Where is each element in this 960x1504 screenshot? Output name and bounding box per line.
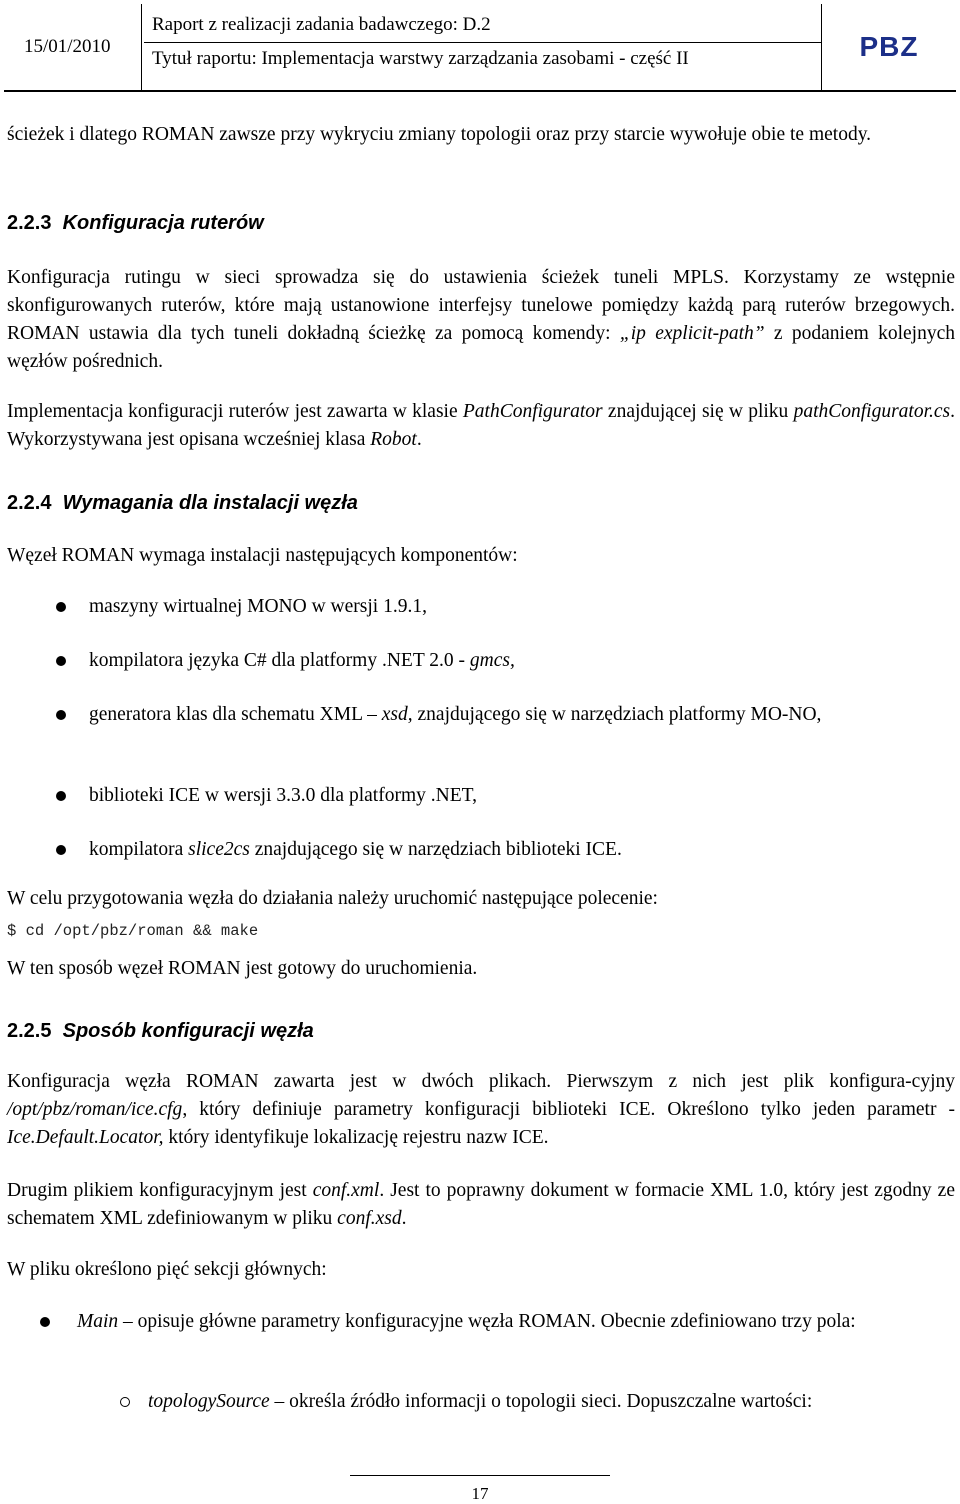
class-name: PathConfigurator: [462, 401, 603, 422]
text: . Jest to poprawny dokument w formacie XML 1.0, który jest zgodny ze schematem XML zdefiniowanym w pliku: [7, 1180, 955, 1229]
paragraph-routing: [7, 264, 955, 376]
section-title: Konfiguracja ruterów: [62, 212, 264, 234]
file-name: pathConfigurator.cs: [793, 401, 951, 422]
section-name: Main: [77, 1311, 119, 1332]
page-header: [4, 4, 956, 92]
paragraph-conf-xml: [7, 1177, 955, 1233]
header-title-line: Tytuł raportu: Implementacja warstwy zarządzania zasobami - część II: [152, 48, 689, 69]
paragraph-prepare: W celu przygotowania węzła do działania należy uruchomić następujące polecenie:: [7, 888, 658, 909]
header-report-line: Raport z realizacji zadania badawczego: D.2: [152, 14, 491, 35]
field-name: topologySource: [148, 1391, 270, 1412]
list-item-main: [77, 1308, 955, 1336]
section-number: 2.2.5: [7, 1020, 52, 1042]
section-heading-2-2-5: [7, 1020, 314, 1043]
list-item: maszyny wirtualnej MONO w wersji 1.9.1,: [89, 596, 427, 617]
section-number: 2.2.4: [7, 492, 52, 514]
list-item: biblioteki ICE w wersji 3.3.0 dla platformy .NET,: [89, 785, 477, 806]
text: który identyfikuje lokalizację rejestru nazw ICE.: [163, 1127, 549, 1148]
bullet-icon: [56, 845, 66, 855]
text: .: [416, 429, 422, 450]
shell-command: $ cd /opt/pbz/roman && make: [7, 922, 259, 940]
text: znajdującego się w narzędziach platformy MO-NO,: [412, 704, 822, 725]
text: – opisuje główne parametry konfiguracyjne węzła ROMAN. Obecnie zdefiniowano trzy pola:: [118, 1311, 856, 1332]
circle-bullet-icon: [120, 1397, 130, 1407]
list-item: [89, 701, 955, 729]
paragraph-config-files: [7, 1068, 955, 1152]
text: kompilatora: [89, 839, 189, 860]
header-divider: [144, 42, 821, 43]
text: z podaniem kolejnych węzłów pośrednich.: [7, 323, 955, 372]
text: Implementacja konfiguracji ruterów jest zawarta w klasie: [7, 401, 463, 422]
param-name: Ice.Default.Locator,: [7, 1127, 164, 1148]
command-name: „ip explicit-path”: [619, 323, 765, 344]
bullet-icon: [56, 602, 66, 612]
section-title: Sposób konfiguracji węzła: [62, 1020, 314, 1042]
list-item: [89, 647, 955, 675]
text: Drugim plikiem konfiguracyjnym jest: [7, 1180, 313, 1201]
paragraph-ready: W ten sposób węzeł ROMAN jest gotowy do uruchomienia.: [7, 958, 478, 979]
tool-name: gmcs,: [469, 650, 515, 671]
bullet-icon: [56, 791, 66, 801]
text: generatora klas dla schematu XML –: [89, 704, 382, 725]
paragraph-requirements: Węzeł ROMAN wymaga instalacji następujących komponentów:: [7, 545, 518, 566]
pbz-logo: PBZ: [859, 31, 919, 62]
section-heading-2-2-3: [7, 212, 264, 235]
list-item-topology: [148, 1388, 955, 1416]
text: , który definiuje parametry konfiguracji biblioteki ICE. Określono tylko jeden parametr -: [182, 1099, 955, 1120]
file-name: conf.xsd: [337, 1208, 402, 1229]
section-heading-2-2-4: [7, 492, 358, 515]
footer-divider: [350, 1475, 610, 1476]
file-name: conf.xml: [312, 1180, 380, 1201]
text: znajdującego się w narzędziach biblioteki ICE.: [249, 839, 622, 860]
text: – określa źródło informacji o topologii sieci. Dopuszczalne wartości:: [269, 1391, 813, 1412]
paragraph-implementation: [7, 398, 955, 454]
file-path: /opt/pbz/roman/ice.cfg: [7, 1099, 183, 1120]
section-number: 2.2.3: [7, 212, 52, 234]
text: Konfiguracja węzła ROMAN zawarta jest w dwóch plikach. Pierwszym z nich jest plik konfigura-cyjny: [7, 1071, 955, 1092]
class-name: Robot: [370, 429, 417, 450]
bullet-icon: [56, 710, 66, 720]
list-item: [89, 836, 955, 864]
header-date: 15/01/2010: [4, 4, 142, 90]
text: znajdującej się w pliku: [602, 401, 794, 422]
section-title: Wymagania dla instalacji węzła: [62, 492, 358, 514]
text: kompilatora języka C# dla platformy .NET 2.0 -: [89, 650, 470, 671]
page-number: 17: [471, 1484, 489, 1503]
paragraph-intro: ścieżek i dlatego ROMAN zawsze przy wykryciu zmiany topologii oraz przy starcie wywołuje obie te metody.: [7, 124, 872, 145]
bullet-icon: [56, 656, 66, 666]
text: Konfiguracja rutingu w sieci sprowadza się do ustawienia ścieżek tuneli MPLS. Korzystamy ze wstępnie skonfigurowanych ruterów, które mają ustanowione interfejsy tunelowe pomiędzy każdą parą ruterów brzegowych. ROMAN ustawia dla tych tuneli dokładną ścieżkę za pomocą komendy:: [7, 267, 955, 344]
tool-name: xsd,: [381, 704, 413, 725]
text: . Wykorzystywana jest opisana wcześniej klasa: [7, 401, 955, 450]
paragraph-sections: W pliku określono pięć sekcji głównych:: [7, 1259, 327, 1280]
bullet-icon: [40, 1317, 50, 1327]
header-titles: [144, 4, 822, 90]
tool-name: slice2cs: [188, 839, 250, 860]
text: .: [401, 1208, 407, 1229]
